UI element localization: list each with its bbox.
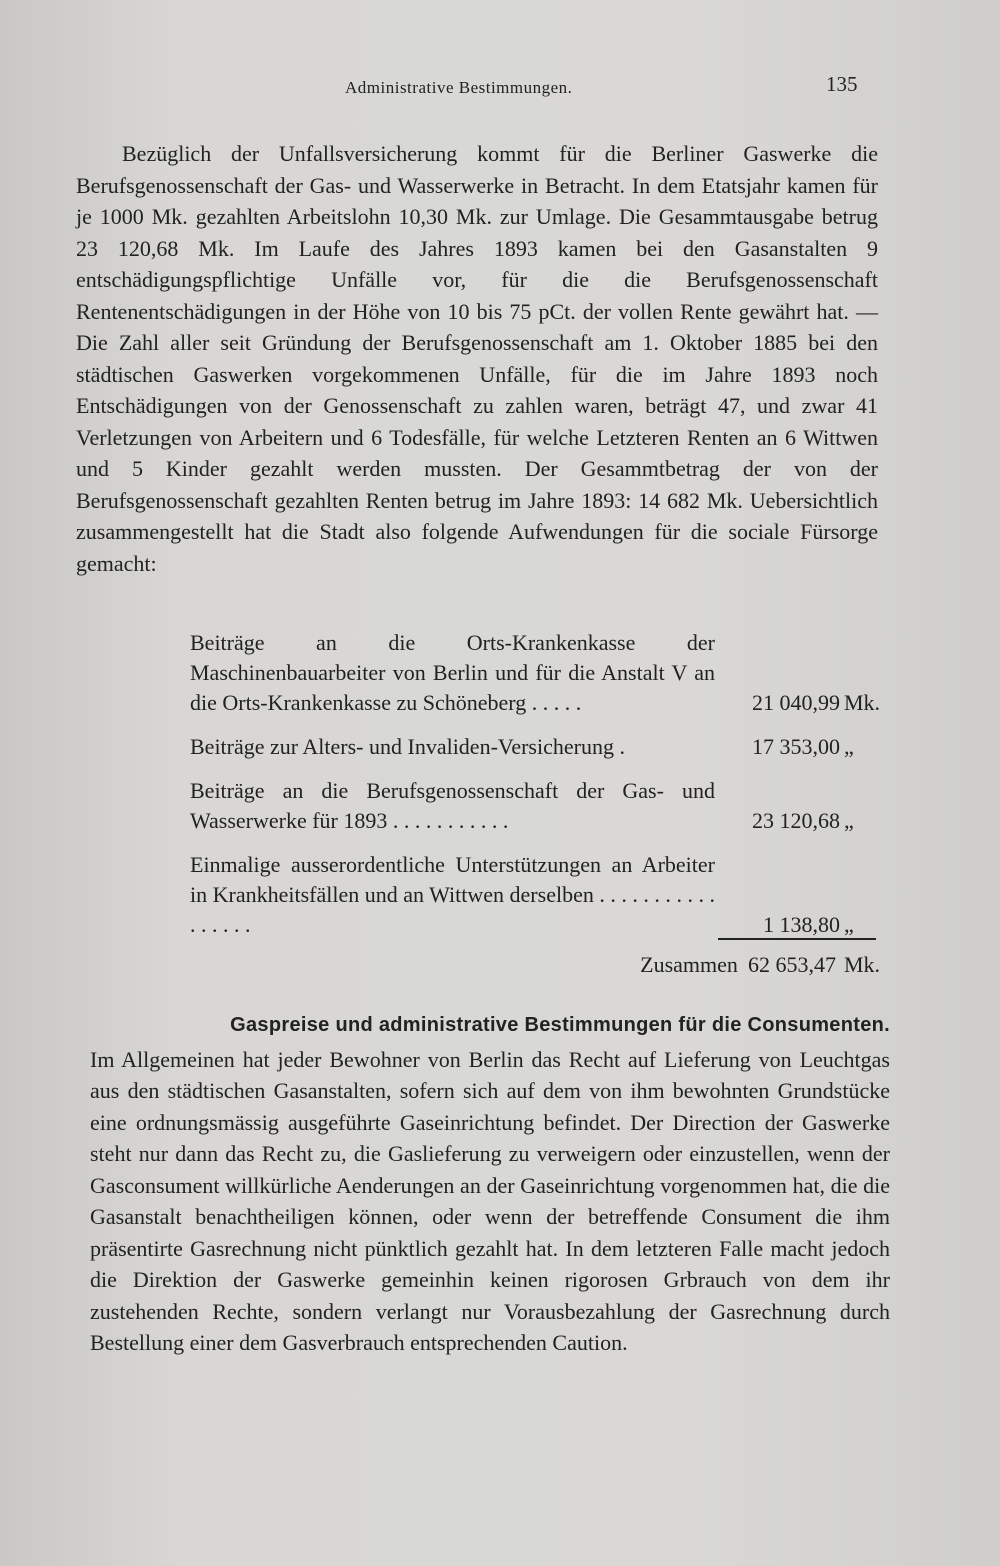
paragraph-accident-insurance — [76, 138, 878, 579]
ledger-entry — [190, 850, 880, 940]
section-heading: Gaspreise und administrative Bestimmungen für die Consumenten. — [230, 1014, 890, 1036]
ledger-entry-amount: 21 040,99 — [752, 690, 840, 715]
ledger-entry-description: Beiträge an die Orts-Krankenkasse der Maschinenbauarbeiter von Berlin und für die Anstalt V an die Orts-Krankenkasse zu Schöneberg . . . . . — [190, 630, 715, 715]
ledger-total — [190, 950, 880, 980]
ledger-total-amount: 62 653,47 — [747, 952, 836, 977]
ledger-entry-amount: 1 138,80 — [763, 912, 840, 937]
ledger-entry-amount: 17 353,00 — [752, 734, 840, 759]
ledger-entry-description: Beiträge an die Berufsgenossenschaft der Gas- und Wasserwerke für 1893 . . . . . . . . . . . — [190, 778, 715, 833]
ledger-entry-amount: 23 120,68 — [752, 808, 840, 833]
ledger-entry-unit: Mk. — [844, 690, 881, 715]
ledger-total-unit: Mk. — [843, 952, 880, 977]
ledger-entry — [190, 628, 880, 718]
ledger-entry-unit: „ — [844, 808, 854, 833]
ledger-entry-description: Einmalige ausserordentliche Unterstützungen an Arbeiter in Krankheitsfällen und an Wittwen derselben . . . . . . . . . . . . . . . . . — [190, 852, 715, 937]
paragraph-text: Bezüglich der Unfallsversicherung kommt für die Berliner Gaswerke die Berufsgenossenschaft der Gas- und Wasserwerke in Betracht. In dem Etatsjahr kamen für je 1000 Mk. gezahlten Arbeitslohn 10,30 Mk. zur Umlage. Die Gesammtausgabe betrug 23 120,68 Mk. Im Laufe des Jahres 1893 kamen bei den Gasanstalten 9 entschädigungspflichtige Unfälle vor, für die die Berufsgenossenschaft Rentenentschädigungen in der Höhe von 10 bis 75 pCt. der vollen Rente gewährt hat. — Die Zahl aller seit Gründung der Berufsgenossenschaft am 1. Oktober 1885 bei den städtischen Gaswerken vorgekommenen Unfälle, für die im Jahre 1893 noch Entschädigungen von der Genossenschaft zu zahlen waren, beträgt 47, und zwar 41 Verletzungen von Arbeitern und 6 Todesfälle, für welche Letzteren Renten an 6 Wittwen und 5 Kinder gezahlt werden mussten. Der Gesammtbetrag der von der Berufsgenossenschaft gezahlten Renten betrug im Jahre 1893: 14 682 Mk. Uebersichtlich zusammengestellt hat die Stadt also folgende Aufwendungen für die sociale Fürsorge gemacht: — [76, 141, 878, 576]
ledger-entry — [190, 732, 880, 762]
ledger-entry-description: Beiträge zur Alters- und Invaliden-Versicherung . — [190, 734, 625, 759]
sum-rule — [718, 938, 876, 940]
expenditure-ledger — [190, 628, 880, 954]
ledger-total-label: Zusammen — [640, 952, 738, 977]
ledger-entry-unit: „ — [844, 912, 854, 937]
ledger-entry-unit: „ — [844, 734, 854, 759]
section-gas-prices — [90, 1010, 890, 1359]
section-body: Im Allgemeinen hat jeder Bewohner von Berlin das Recht auf Lieferung von Leuchtgas aus den städtischen Gasanstalten, sofern sich auf dem von ihm bewohnten Grundstücke eine ordnungsmässig ausgeführte Gaseinrichtung befindet. Der Direction der Gaswerke steht nur dann das Recht zu, die Gaslieferung zu verweigern oder einzustellen, wenn der Gasconsument willkürliche Aenderungen an der Gaseinrichtung vorgenommen hat, die die Gasanstalt benachtheiligen können, oder wenn der betreffende Consument die ihm präsentirte Gasrechnung nicht pünktlich gezahlt hat. In dem letzteren Falle macht jedoch die Direktion der Gaswerke gemeinhin keinen rigorosen Grbrauch von dem ihr zustehenden Rechte, sondern verlangt nur Vorausbezahlung der Gasrechnung durch Bestellung einer dem Gasverbrauch entsprechenden Caution. — [90, 1046, 890, 1355]
page-number: 135 — [826, 72, 858, 96]
ledger-entry — [190, 776, 880, 836]
running-head: Administrative Bestimmungen. — [345, 78, 573, 97]
